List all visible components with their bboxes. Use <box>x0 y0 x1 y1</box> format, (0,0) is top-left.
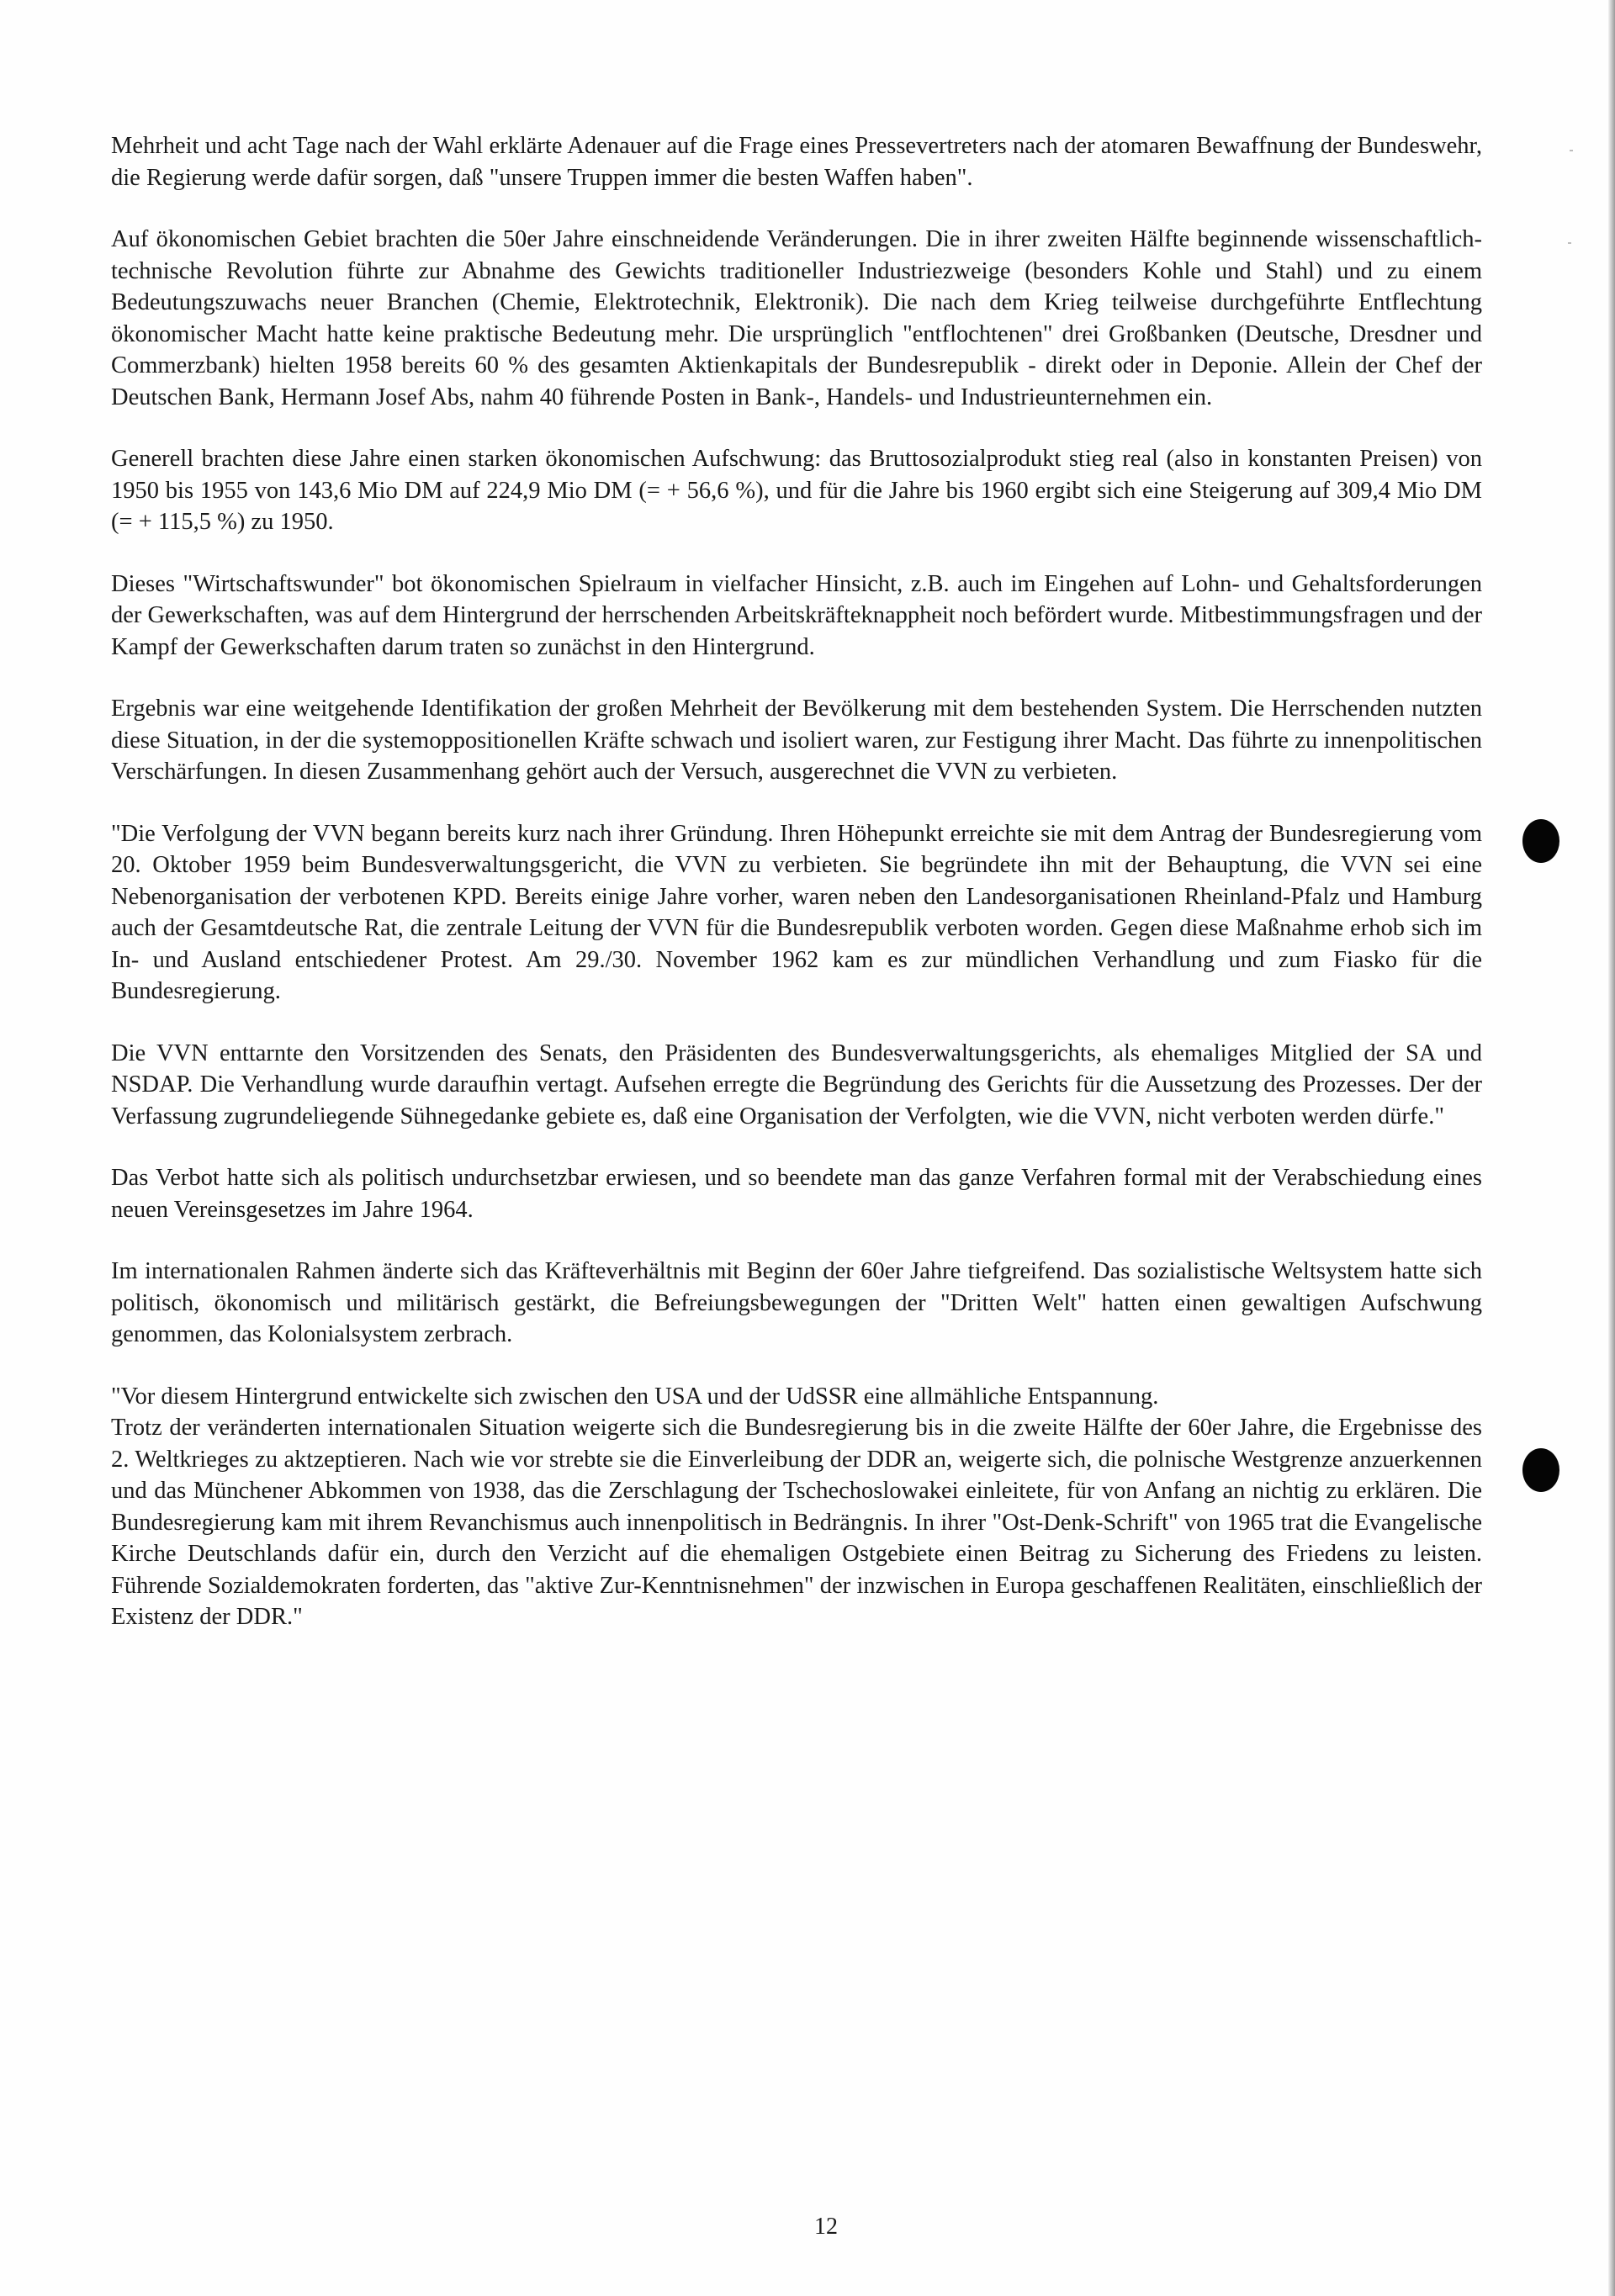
page-edge-shadow <box>1608 0 1615 2296</box>
paragraph-vvn-persecution: "Die Verfolgung der VVN begann bereits kurz nach ihrer Gründung. Ihren Höhepunkt erreichte sie mit dem Antrag der Bundesregierung vom 20. Oktober 1959 beim Bundesverwaltungsgericht, die VVN zu verbieten. Sie begründete ihn mit der Behauptung, die VVN sei eine Nebenorganisation der verbotenen KPD. Bereits einige Jahre vorher, waren neben den Landesorganisationen Rheinland-Pfalz und Hamburg auch der Gesamtdeutsche Rat, die zentrale Leitung der VVN für die Bundesrepublik verboten worden. Gegen diese Maßnahme erhob sich im In- und Ausland entschiedener Protest. Am 29./30. November 1962 kam es zur mündlichen Verhandlung und zum Fiasko für die Bundesregierung. <box>111 820 1482 1004</box>
punch-hole <box>1522 819 1559 863</box>
paragraph-identification-system: Ergebnis war eine weitgehende Identifikation der großen Mehrheit der Bevölkerung mit dem bestehenden System. Die Herrschenden nutzten diese Situation, in der die systemoppositionellen Kräfte schwach und isoliert waren, zur Festigung ihrer Macht. Das führte zu innenpolitischen Verschärfungen. In diesen Zusammenhang gehört auch der Versuch, ausgerechnet die VVN zu verbieten. <box>111 696 1482 785</box>
paragraph-wirtschaftswunder: Dieses "Wirtschaftswunder" bot ökonomischen Spielraum in vielfacher Hinsicht, z.B. auch im Eingehen auf Lohn- und Gehaltsforderungen der Gewerkschaften, was auf dem Hintergrund der herrschenden Arbeitskräfteknappheit noch befördert wurde. Mitbestimmungsfragen und der Kampf der Gewerkschaften darum traten so zunächst in den Hintergrund. <box>111 570 1482 660</box>
punch-hole <box>1522 1448 1559 1492</box>
paragraph-revanchism: Trotz der veränderten internationalen Situation weigerte sich die Bundesregierung bis in die zweite Hälfte der 60er Jahre, die Ergebnisse des 2. Weltkrieges zu aktzeptieren. Nach wie vor strebte sie die Einverleibung der DDR an, weigerte sich, die polnische Westgrenze anzuerkennen und das Münchener Abkommen von 1938, das die Zerschlagung der Tschechoslowakei einleitete, für von Anfang an nichtig zu erklären. Die Bundesregierung kam mit ihrem Revanchismus auch innenpolitisch in Bedrängnis. In ihrer "Ost-Denk-Schrift" von 1965 trat die Evangelische Kirche Deutschlands dafür ein, durch den Verzicht auf die ehemaligen Ostgebiete einen Beitrag zu Sicherung des Friedens zu leisten. Führende Sozialdemokraten forderten, das "aktive Zur-Kenntnisnehmen" der inzwischen in Europa geschaffenen Realitäten, einschließlich der Existenz der DDR." <box>111 1415 1482 1630</box>
paragraph-detente: "Vor diesem Hintergrund entwickelte sich zwischen den USA und der UdSSR eine allmähliche Entspannung. <box>111 1383 1159 1410</box>
paragraph-economic-changes-50s: Auf ökonomischen Gebiet brachten die 50er Jahre einschneidende Veränderungen. Die in ihrer zweiten Hälfte beginnende wissenschaftlich-technische Revolution führte zur Abnahme des Gewichts traditioneller Industriezweige (besonders Kohle und Stahl) und zu einem Bedeutungszuwachs neuer Branchen (Chemie, Elektrotechnik, Elektronik). Die nach dem Krieg teilweise durchgeführte Entflechtung ökonomischer Macht hatte keine praktische Bedeutung mehr. Die ursprünglich "entflochtenen" drei Großbanken (Deutsche, Dresdner und Commerzbank) hielten 1958 bereits 60 % des gesamten Aktienkapitals der Bundesrepublik - direkt oder in Deponie. Allein der Chef der Deutschen Bank, Hermann Josef Abs, nahm 40 führende Posten in Bank-, Handels- und Industrieunternehmen ein. <box>111 226 1482 410</box>
page-number: 12 <box>814 2214 838 2240</box>
paragraph-ban-failed: Das Verbot hatte sich als politisch undurchsetzbar erwiesen, und so beendete man das ganze Verfahren formal mit der Verabschiedung eines neuen Vereinsgesetzes im Jahre 1964. <box>111 1165 1482 1223</box>
paragraph-international-balance: Im internationalen Rahmen änderte sich das Kräfteverhältnis mit Beginn der 60er Jahre tiefgreifend. Das sozialistische Weltsystem hatte sich politisch, ökonomisch und militärisch gestärkt, die Befreiungsbewegungen der "Dritten Welt" hatten einen gewaltigen Aufschwung genommen, das Kolonialsystem zerbrach. <box>111 1258 1482 1347</box>
paragraph-adenauer-atomic-weapons: Mehrheit und acht Tage nach der Wahl erklärte Adenauer auf die Frage eines Pressevertreters nach der atomaren Bewaffnung der Bundeswehr, die Regierung werde dafür sorgen, daß "unsere Truppen immer die besten Waffen haben". <box>111 133 1482 191</box>
paragraph-economic-upswing: Generell brachten diese Jahre einen starken ökonomischen Aufschwung: das Bruttosozialprodukt stieg real (also in konstanten Preisen) von 1950 bis 1955 von 143,6 Mio DM auf 224,9 Mio DM (= + 56,6 %), und für die Jahre bis 1960 ergibt sich eine Steigerung auf 309,4 Mio DM (= + 115,5 %) zu 1950. <box>111 446 1482 535</box>
paragraph-vvn-court-case: Die VVN enttarnte den Vorsitzenden des Senats, den Präsidenten des Bundesverwaltungsgerichts, als ehemaliges Mitglied der SA und NSDAP. Die Verhandlung wurde daraufhin vertagt. Aufsehen erregte die Begründung des Gerichts für die Aussetzung des Prozesses. Der der Verfassung zugrundeliegende Sühnegedanke gebiete es, daß eine Organisation der Verfolgten, wie die VVN, nicht verboten werden dürfe." <box>111 1040 1482 1129</box>
scan-speck <box>1570 150 1573 151</box>
body-text <box>111 130 1482 1664</box>
scan-speck <box>1568 242 1571 244</box>
